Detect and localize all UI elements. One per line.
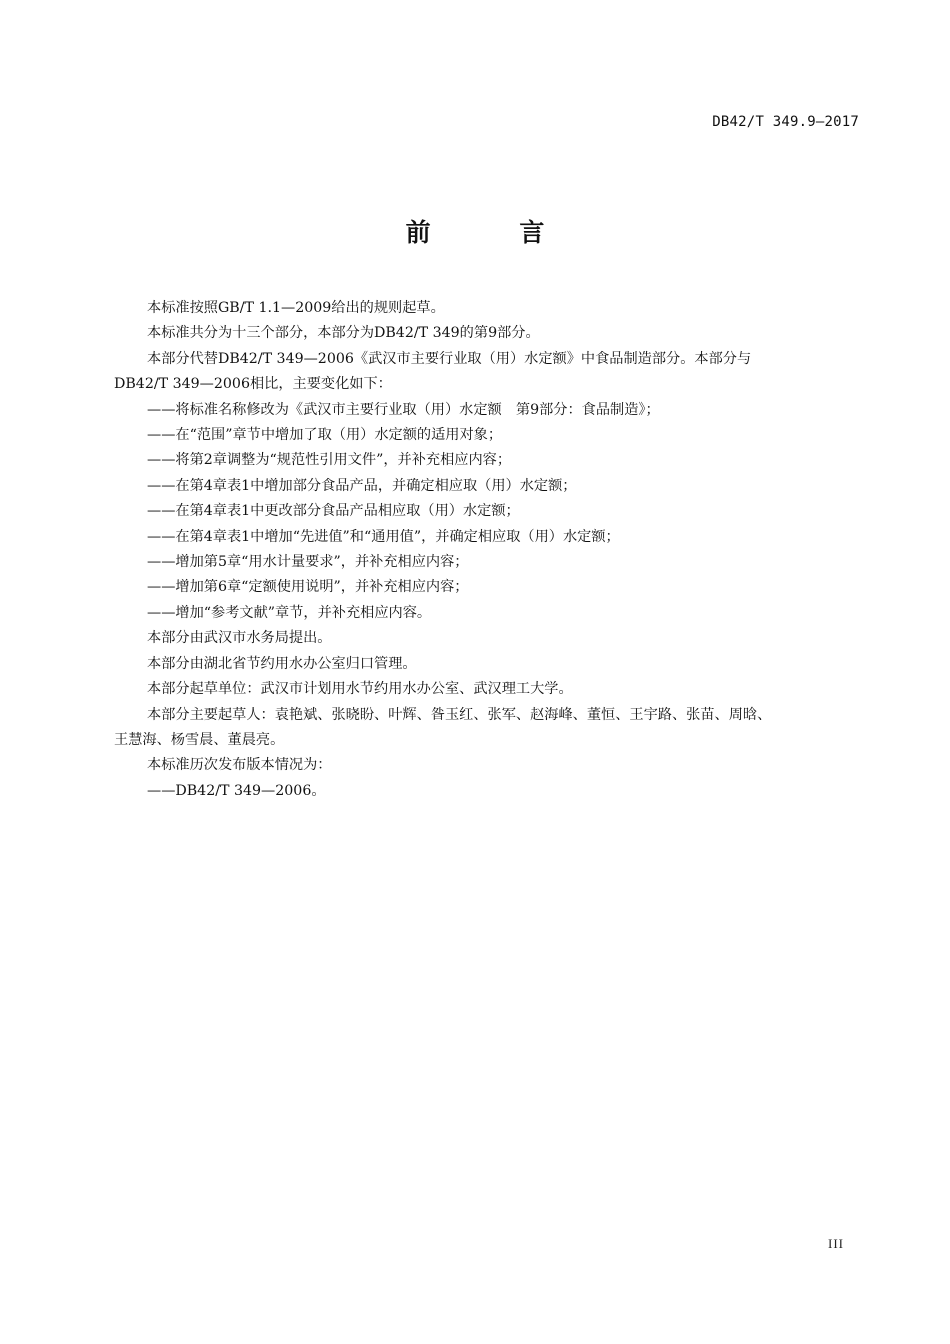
change-item: ——将第2章调整为“规范性引用文件”，并补充相应内容；: [147, 452, 512, 469]
document-code: DB42/T 349.9—2017: [712, 114, 859, 130]
paragraph: 本部分由武汉市水务局提出。: [147, 630, 332, 647]
paragraph: 王慧海、杨雪晨、董晨亮。: [114, 731, 285, 748]
page-number: III: [828, 1236, 844, 1251]
change-item: ——在“范围”章节中增加了取（用）水定额的适用对象；: [147, 427, 503, 444]
change-item: ——将标准名称修改为《武汉市主要行业取（用）水定额 第9部分：食品制造》；: [147, 401, 660, 418]
paragraph: 本标准历次发布版本情况为：: [147, 757, 332, 774]
change-item: ——增加第5章“用水计量要求”，并补充相应内容；: [147, 554, 469, 571]
change-item: ——增加“参考文献”章节，并补充相应内容。: [147, 604, 432, 621]
paragraph: 本部分起草单位：武汉市计划用水节约用水办公室、武汉理工大学。: [147, 681, 573, 698]
paragraph: 本部分代替DB42/T 349—2006《武汉市主要行业取（用）水定额》中食品制造部分。本部分与: [147, 350, 752, 367]
page-title: 前 言: [405, 218, 585, 247]
paragraph: 本标准共分为十三个部分，本部分为DB42/T 349的第9部分。: [147, 325, 540, 342]
paragraph: 本标准按照GB/T 1.1—2009给出的规则起草。: [147, 300, 445, 316]
change-item: ——在第4章表1中增加“先进值”和“通用值”，并确定相应取（用）水定额；: [147, 528, 620, 545]
change-item: ——在第4章表1中增加部分食品产品，并确定相应取（用）水定额；: [147, 477, 577, 494]
paragraph: 本部分主要起草人：袁艳斌、张晓盼、叶辉、昝玉红、张军、赵海峰、董恒、王宇路、张苗、周晗、: [147, 706, 772, 723]
change-item: ——DB42/T 349—2006。: [147, 782, 326, 799]
paragraph: 本部分由湖北省节约用水办公室归口管理。: [147, 655, 417, 672]
paragraph: DB42/T 349—2006相比，主要变化如下：: [114, 376, 392, 393]
change-item: ——在第4章表1中更改部分食品产品相应取（用）水定额；: [147, 503, 520, 520]
foreword-body: [114, 296, 862, 804]
change-item: ——增加第6章“定额使用说明”，并补充相应内容；: [147, 579, 469, 596]
